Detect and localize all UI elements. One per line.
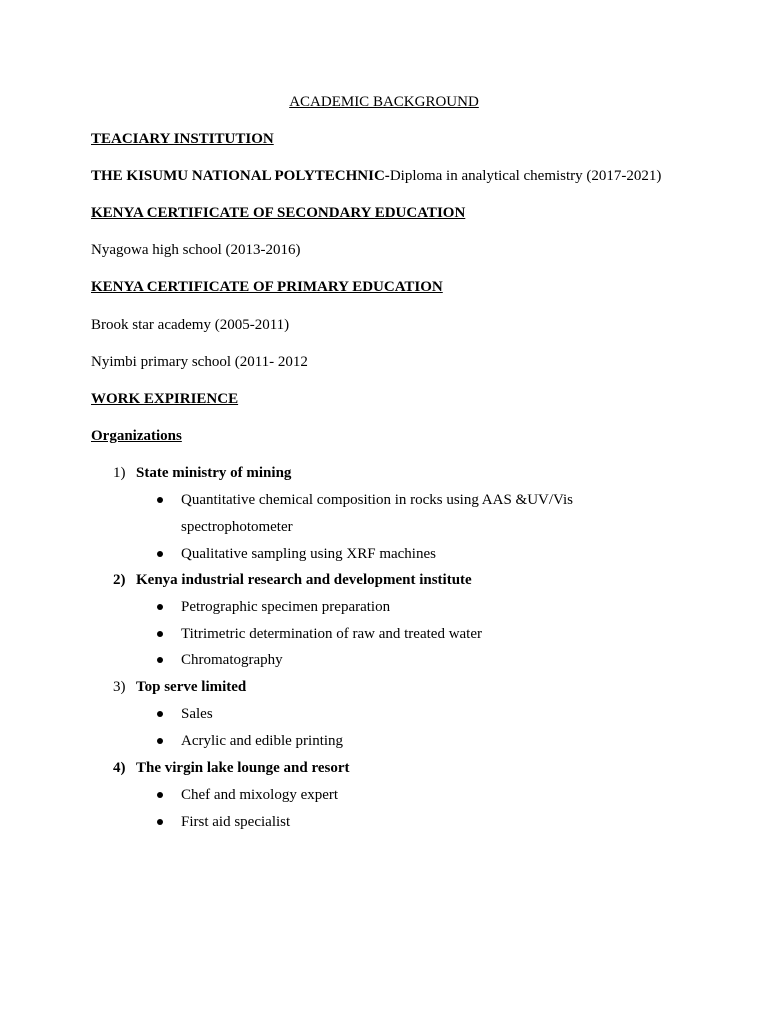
list-item: Sales bbox=[181, 706, 213, 722]
org-name: The virgin lake lounge and resort bbox=[136, 760, 350, 776]
list-item: Qualitative sampling using XRF machines bbox=[181, 546, 436, 562]
primary-school-2: Nyimbi primary school (2011- 2012 bbox=[91, 354, 308, 370]
list-item-continuation: spectrophotometer bbox=[181, 519, 293, 535]
org-name: State ministry of mining bbox=[136, 465, 292, 481]
bullet-icon bbox=[157, 551, 163, 557]
list-item: Acrylic and edible printing bbox=[181, 733, 344, 749]
secondary-school: Nyagowa high school (2013-2016) bbox=[91, 242, 301, 258]
bullet-icon bbox=[157, 738, 163, 744]
tertiary-institution: THE KISUMU NATIONAL POLYTECHNIC- bbox=[91, 168, 390, 184]
bullet-icon bbox=[157, 819, 163, 825]
document-title: ACADEMIC BACKGROUND bbox=[289, 94, 479, 110]
bullet-icon bbox=[157, 711, 163, 717]
secondary-heading: KENYA CERTIFICATE OF SECONDARY EDUCATION bbox=[91, 205, 466, 221]
list-item: Chef and mixology expert bbox=[181, 787, 339, 803]
bullet-icon bbox=[157, 631, 163, 637]
list-item: First aid specialist bbox=[181, 814, 291, 830]
org-name: Kenya industrial research and development institute bbox=[136, 572, 472, 588]
primary-heading: KENYA CERTIFICATE OF PRIMARY EDUCATION bbox=[91, 279, 443, 295]
bullet-icon bbox=[157, 604, 163, 610]
bullet-icon bbox=[157, 792, 163, 798]
org-number: 3) bbox=[113, 679, 126, 695]
org-number: 1) bbox=[113, 465, 126, 481]
tertiary-entry bbox=[91, 167, 661, 185]
primary-school-1: Brook star academy (2005-2011) bbox=[91, 317, 290, 333]
list-item: Titrimetric determination of raw and treated water bbox=[181, 626, 483, 642]
bullet-icon bbox=[157, 497, 163, 503]
tertiary-heading: TEACIARY INSTITUTION bbox=[91, 131, 274, 147]
list-item: Chromatography bbox=[181, 652, 283, 668]
list-item: Quantitative chemical composition in rocks using AAS &UV/Vis bbox=[181, 492, 573, 508]
list-item: Petrographic specimen preparation bbox=[181, 599, 391, 615]
organizations-heading: Organizations bbox=[91, 428, 182, 444]
org-number: 2) bbox=[113, 572, 126, 588]
org-name: Top serve limited bbox=[136, 679, 247, 695]
work-heading: WORK EXPIRIENCE bbox=[91, 391, 239, 407]
bullet-icon bbox=[157, 657, 163, 663]
org-number: 4) bbox=[113, 760, 126, 776]
tertiary-detail: Diploma in analytical chemistry (2017-2021) bbox=[389, 168, 662, 184]
